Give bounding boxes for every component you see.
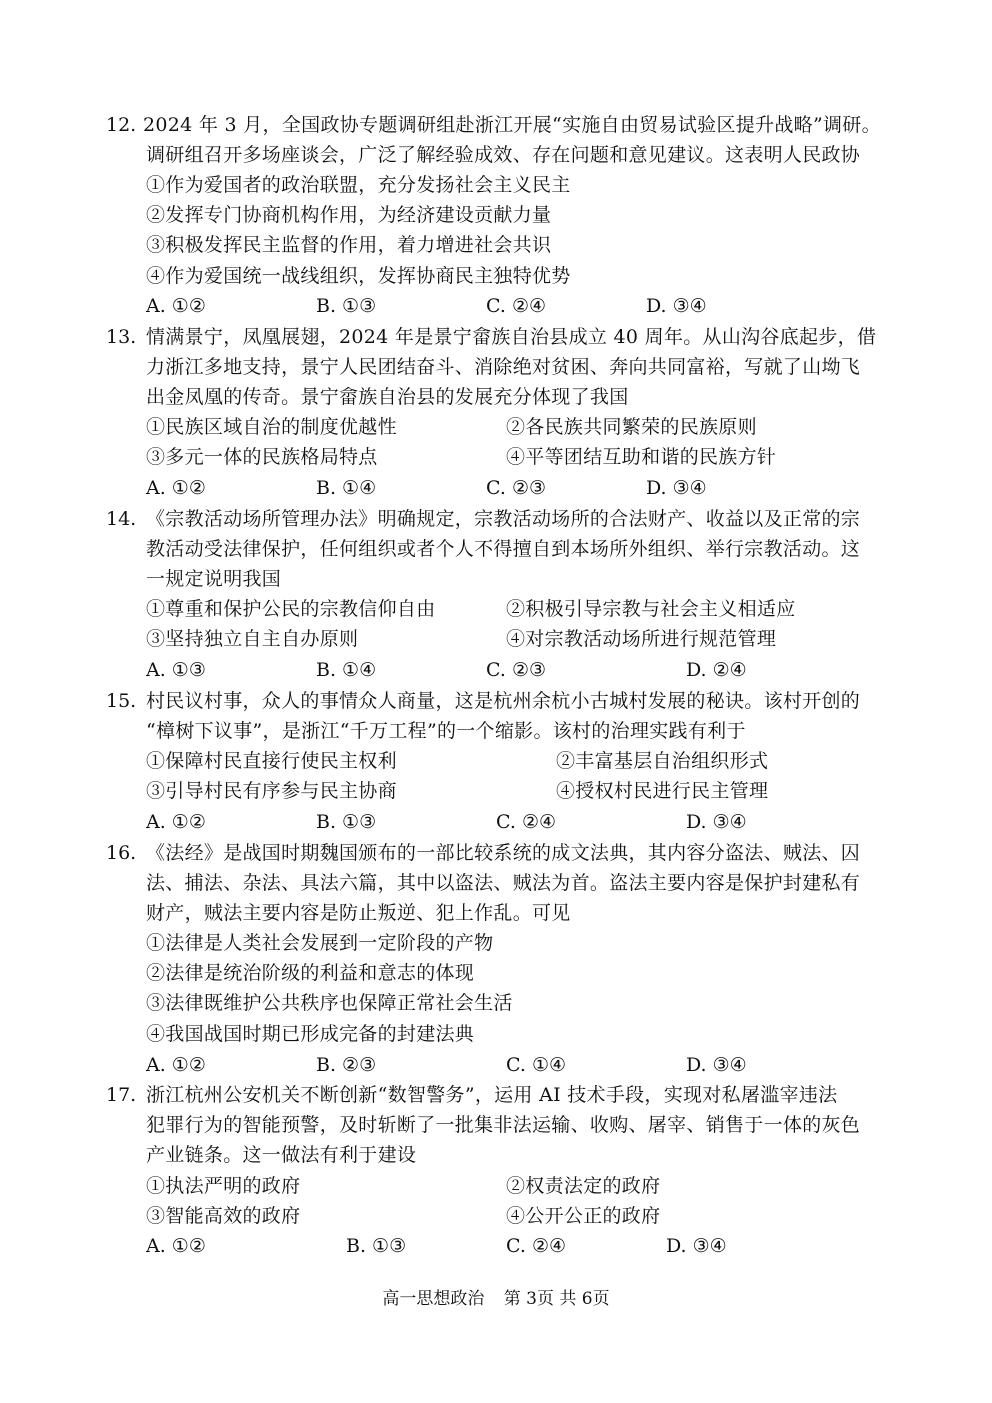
footer-page-number: 第 3页 共 6页 bbox=[503, 1289, 610, 1309]
answer-c: C. ②④ bbox=[496, 811, 557, 833]
option-1: ①尊重和保护公民的宗教信仰自由 bbox=[146, 598, 436, 620]
answer-d: D. ③④ bbox=[646, 477, 707, 499]
answer-b: B. ②③ bbox=[316, 1054, 377, 1076]
answer-c: C. ②④ bbox=[486, 295, 547, 317]
answer-d: D. ③④ bbox=[646, 295, 707, 317]
option-2: ②权责法定的政府 bbox=[506, 1175, 661, 1197]
answer-c: C. ②③ bbox=[486, 659, 547, 681]
question-number: 13. bbox=[106, 326, 137, 348]
answer-a: A. ①② bbox=[146, 1235, 206, 1257]
answer-a: A. ①② bbox=[146, 811, 206, 833]
answer-c: C. ②③ bbox=[486, 477, 547, 499]
page-footer bbox=[0, 1286, 992, 1312]
option-4: ④我国战国时期已形成完备的封建法典 bbox=[146, 1023, 475, 1045]
option-4: ④授权村民进行民主管理 bbox=[556, 780, 769, 802]
option-4: ④公开公正的政府 bbox=[506, 1205, 661, 1227]
footer-subject: 高一思想政治 bbox=[382, 1289, 485, 1309]
option-3: ③积极发挥民主监督的作用，着力增进社会共识 bbox=[146, 234, 552, 256]
question-stem-line: 2024 年 3 月，全国政协专题调研组赴浙江开展“实施自由贸易试验区提升战略”调研。 bbox=[143, 114, 881, 136]
option-2: ②积极引导宗教与社会主义相适应 bbox=[506, 598, 796, 620]
option-4: ④对宗教活动场所进行规范管理 bbox=[506, 628, 777, 650]
answer-a: A. ①② bbox=[146, 295, 206, 317]
question-number: 15. bbox=[106, 690, 137, 712]
option-2: ②法律是统治阶级的利益和意志的体现 bbox=[146, 962, 475, 984]
question-stem-line: 犯罪行为的智能预警，及时斩断了一批集非法运输、收购、屠宰、销售于一体的灰色 bbox=[146, 1114, 861, 1136]
question-number: 17. bbox=[106, 1084, 137, 1106]
option-3: ③法律既维护公共秩序也保障正常社会生活 bbox=[146, 992, 513, 1014]
question-stem-line: 力浙江多地支持，景宁人民团结奋斗、消除绝对贫困、奔向共同富裕，写就了山坳飞 bbox=[146, 356, 861, 378]
answer-d: D. ③④ bbox=[686, 1054, 747, 1076]
option-2: ②各民族共同繁荣的民族原则 bbox=[506, 416, 757, 438]
option-2: ②发挥专门协商机构作用，为经济建设贡献力量 bbox=[146, 204, 552, 226]
option-1: ①保障村民直接行使民主权利 bbox=[146, 750, 397, 772]
option-3: ③智能高效的政府 bbox=[146, 1205, 301, 1227]
question-stem-line: 情满景宁，凤凰展翅，2024 年是景宁畲族自治县成立 40 周年。从山沟谷底起步，借 bbox=[146, 326, 877, 348]
option-1: ①民族区域自治的制度优越性 bbox=[146, 416, 397, 438]
question-stem-line: 教活动受法律保护，任何组织或者个人不得擅自到本场所外组织、举行宗教活动。这 bbox=[146, 538, 861, 560]
option-1: ①执法严明的政府 bbox=[146, 1175, 301, 1197]
answer-c: C. ①④ bbox=[506, 1054, 567, 1076]
question-stem-line: 产业链条。这一做法有利于建设 bbox=[146, 1144, 417, 1166]
answer-a: A. ①② bbox=[146, 477, 206, 499]
question-stem-line: 《法经》是战国时期魏国颁布的一部比较系统的成文法典，其内容分盗法、贼法、囚 bbox=[146, 842, 861, 864]
option-3: ③坚持独立自主自办原则 bbox=[146, 628, 359, 650]
option-3: ③引导村民有序参与民主协商 bbox=[146, 780, 397, 802]
question-stem-line: 浙江杭州公安机关不断创新“数智警务”，运用 AI 技术手段，实现对私屠滥宰违法 bbox=[146, 1084, 838, 1106]
answer-b: B. ①④ bbox=[316, 659, 377, 681]
option-3: ③多元一体的民族格局特点 bbox=[146, 446, 378, 468]
option-4: ④平等团结互助和谐的民族方针 bbox=[506, 446, 777, 468]
question-number: 14. bbox=[106, 508, 137, 530]
question-stem-line: 调研组召开多场座谈会，广泛了解经验成效、存在问题和意见建议。这表明人民政协 bbox=[146, 144, 861, 166]
option-1: ①法律是人类社会发展到一定阶段的产物 bbox=[146, 932, 494, 954]
answer-d: D. ②④ bbox=[686, 659, 747, 681]
answer-b: B. ①③ bbox=[316, 811, 377, 833]
option-1: ①作为爱国者的政治联盟，充分发扬社会主义民主 bbox=[146, 174, 571, 196]
answer-b: B. ①③ bbox=[346, 1235, 407, 1257]
question-stem-line: 法、捕法、杂法、具法六篇，其中以盗法、贼法为首。盗法主要内容是保护封建私有 bbox=[146, 872, 861, 894]
question-stem-line: 一规定说明我国 bbox=[146, 568, 282, 590]
option-2: ②丰富基层自治组织形式 bbox=[556, 750, 769, 772]
question-stem-line: 村民议村事，众人的事情众人商量，这是杭州余杭小古城村发展的秘诀。该村开创的 bbox=[146, 690, 861, 712]
question-number: 12. bbox=[106, 114, 137, 136]
answer-a: A. ①③ bbox=[146, 659, 206, 681]
answer-d: D. ③④ bbox=[666, 1235, 727, 1257]
question-stem-line: 出金凤凰的传奇。景宁畲族自治县的发展充分体现了我国 bbox=[146, 386, 629, 408]
option-4: ④作为爱国统一战线组织，发挥协商民主独特优势 bbox=[146, 265, 571, 287]
answer-b: B. ①④ bbox=[316, 477, 377, 499]
answer-d: D. ③④ bbox=[686, 811, 747, 833]
answer-c: C. ②④ bbox=[506, 1235, 567, 1257]
question-number: 16. bbox=[106, 842, 137, 864]
answer-a: A. ①② bbox=[146, 1054, 206, 1076]
question-stem-line: 《宗教活动场所管理办法》明确规定，宗教活动场所的合法财产、收益以及正常的宗 bbox=[146, 508, 861, 530]
question-stem-line: “樟树下议事”，是浙江“千万工程”的一个缩影。该村的治理实践有利于 bbox=[146, 720, 746, 742]
answer-b: B. ①③ bbox=[316, 295, 377, 317]
question-stem-line: 财产，贼法主要内容是防止叛逆、犯上作乱。可见 bbox=[146, 902, 571, 924]
